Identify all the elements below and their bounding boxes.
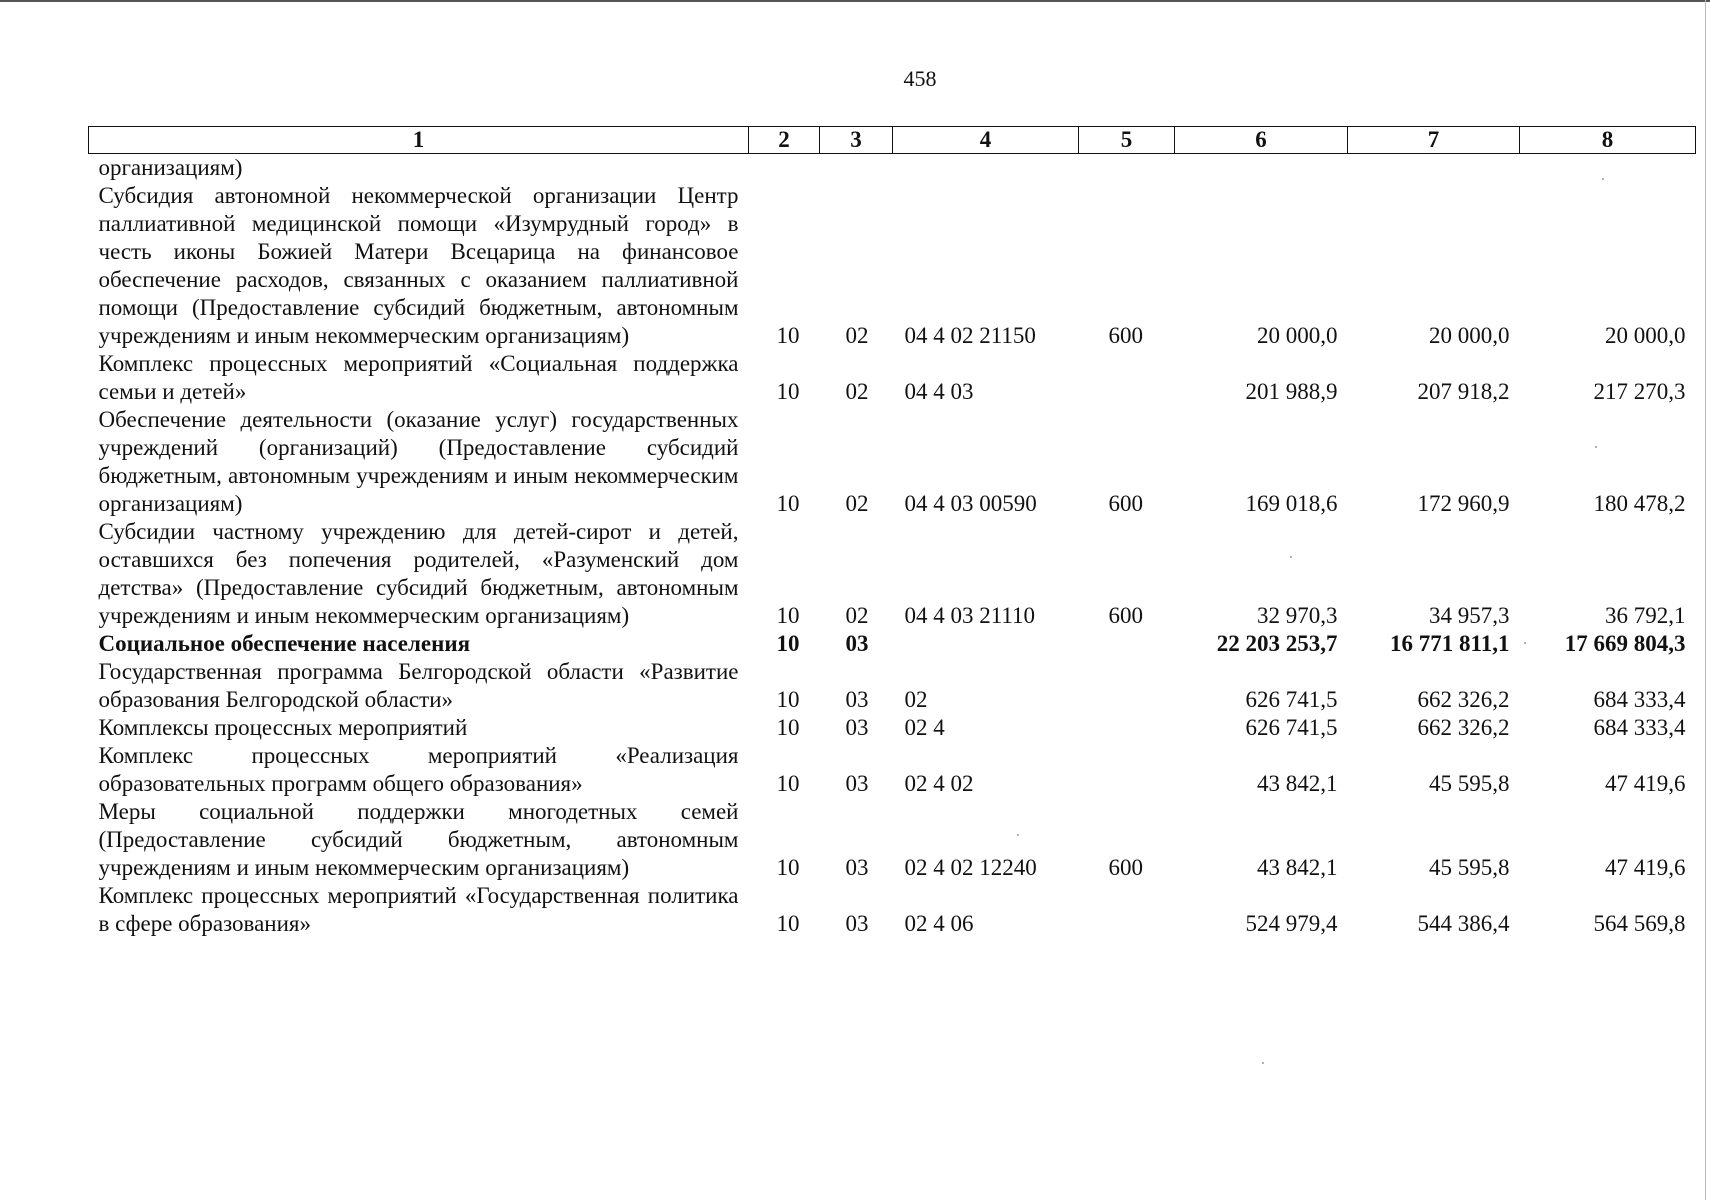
table-row <box>89 742 1696 798</box>
target-article-code: 04 4 03 00590 <box>904 491 1037 516</box>
amount-col8: 217 270,3 <box>1593 379 1686 404</box>
amount-col6: 201 988,9 <box>1245 379 1338 404</box>
amount-col7: 172 960,9 <box>1417 491 1510 516</box>
section-code: 10 <box>776 491 800 516</box>
table-row <box>89 154 1696 183</box>
expense-type-code: 600 <box>1108 491 1143 516</box>
subsection-code: 02 <box>845 603 869 628</box>
table-row <box>89 350 1696 406</box>
subsection-code: 03 <box>845 631 869 656</box>
expense-type-code: 600 <box>1108 603 1143 628</box>
amount-col8: 17 669 804,3 <box>1564 631 1686 656</box>
subsection-code: 02 <box>845 323 869 348</box>
target-article-code: 04 4 03 21110 <box>904 603 1036 628</box>
target-article-code: 02 4 06 <box>904 911 974 936</box>
scan-edge-right <box>1705 0 1706 1200</box>
table-row <box>89 518 1696 630</box>
row-description: Комплекс процессных мероприятий «Социальная поддержка семьи и детей» <box>98 351 739 404</box>
subsection-code: 03 <box>845 687 869 712</box>
amount-col8: 20 000,0 <box>1605 323 1686 348</box>
expense-type-code: 600 <box>1108 855 1143 880</box>
expense-type-code <box>1079 742 1175 798</box>
expense-type-code <box>1079 714 1175 742</box>
column-header-7: 7 <box>1348 127 1520 154</box>
section-code: 10 <box>776 323 800 348</box>
amount-col8 <box>1520 154 1696 183</box>
row-description: Комплексы процессных мероприятий <box>98 715 468 740</box>
expense-type-code <box>1079 350 1175 406</box>
amount-col6: 20 000,0 <box>1257 323 1338 348</box>
table-row <box>89 182 1696 350</box>
subsection-code: 02 <box>845 379 869 404</box>
table-header <box>89 127 1696 154</box>
amount-col6: 169 018,6 <box>1245 491 1338 516</box>
amount-col7: 34 957,3 <box>1429 603 1510 628</box>
header-row <box>89 127 1696 154</box>
amount-col6: 43 842,1 <box>1257 771 1338 796</box>
scan-speck <box>1602 178 1604 180</box>
amount-col8: 684 333,4 <box>1593 687 1686 712</box>
table-row <box>89 798 1696 882</box>
amount-col8: 684 333,4 <box>1593 715 1686 740</box>
table-row <box>89 406 1696 518</box>
amount-col6: 22 203 253,7 <box>1216 631 1338 656</box>
amount-col7: 16 771 811,1 <box>1390 631 1510 656</box>
amount-col7: 45 595,8 <box>1429 771 1510 796</box>
budget-table <box>88 126 1696 938</box>
subsection-code: 03 <box>845 715 869 740</box>
section-code: 10 <box>776 911 800 936</box>
amount-col8: 47 419,6 <box>1605 855 1686 880</box>
amount-col6: 524 979,4 <box>1245 911 1338 936</box>
scan-edge-top <box>0 0 1710 2</box>
table-row <box>89 882 1696 938</box>
row-description: Комплекс процессных мероприятий «Реализация образовательных программ общего образования» <box>98 743 739 796</box>
column-header-5: 5 <box>1079 127 1175 154</box>
amount-col8: 180 478,2 <box>1593 491 1686 516</box>
section-code: 10 <box>776 603 800 628</box>
row-description: Субсидия автономной некоммерческой организации Центр паллиативной медицинской помощи «Изумрудный город» в честь иконы Божией Матери Всецарица на финансовое обеспечение расходов, связанных с оказанием паллиативной помощи (Предоставление субсидий бюджетным, автономным учреждениям и иным некоммерческим организациям) <box>98 183 739 348</box>
amount-col7: 45 595,8 <box>1429 855 1510 880</box>
target-article-code: 02 4 02 12240 <box>904 855 1037 880</box>
amount-col7: 662 326,2 <box>1417 687 1510 712</box>
section-code <box>749 154 820 183</box>
row-description: Меры социальной поддержки многодетных семей (Предоставление субсидий бюджетным, автономным учреждениям и иным некоммерческим организациям) <box>98 799 739 880</box>
section-code: 10 <box>776 855 800 880</box>
subsection-code: 02 <box>845 491 869 516</box>
amount-col7: 207 918,2 <box>1417 379 1510 404</box>
amount-col7: 544 386,4 <box>1417 911 1510 936</box>
row-description: Субсидии частному учреждению для детей-сирот и детей, оставшихся без попечения родителей, «Разуменский дом детства» (Предоставление субсидий бюджетным, автономным учреждениям и иным некоммерческим организациям) <box>98 519 739 628</box>
amount-col7 <box>1348 154 1520 183</box>
subsection-code: 03 <box>845 771 869 796</box>
scan-speck <box>1595 446 1597 448</box>
subsection-code: 03 <box>845 911 869 936</box>
amount-col7: 662 326,2 <box>1417 715 1510 740</box>
column-header-6: 6 <box>1175 127 1348 154</box>
section-code: 10 <box>776 687 800 712</box>
column-header-3: 3 <box>820 127 893 154</box>
target-article-code <box>893 154 1079 183</box>
scan-speck <box>1524 642 1526 644</box>
row-description: Социальное обеспечение населения <box>98 631 471 656</box>
target-article-code: 04 4 02 21150 <box>904 323 1036 348</box>
table-row <box>89 630 1696 658</box>
amount-col6: 626 741,5 <box>1245 715 1338 740</box>
row-description: Комплекс процессных мероприятий «Государственная политика в сфере образования» <box>98 883 739 936</box>
amount-col8: 564 569,8 <box>1593 911 1686 936</box>
column-header-8: 8 <box>1520 127 1696 154</box>
target-article-code: 02 4 02 <box>904 771 974 796</box>
budget-table-sheet <box>88 126 1695 938</box>
amount-col8: 47 419,6 <box>1605 771 1686 796</box>
amount-col8: 36 792,1 <box>1605 603 1686 628</box>
amount-col6: 32 970,3 <box>1257 603 1338 628</box>
target-article-code: 02 4 <box>904 715 945 740</box>
table-row <box>89 658 1696 714</box>
row-description: Государственная программа Белгородской области «Развитие образования Белгородской области» <box>98 659 739 712</box>
amount-col6 <box>1175 154 1348 183</box>
row-description: организациям) <box>98 155 243 180</box>
target-article-code <box>893 630 1079 658</box>
section-code: 10 <box>776 631 800 656</box>
expense-type-code <box>1079 154 1175 183</box>
target-article-code: 04 4 03 <box>904 379 974 404</box>
subsection-code <box>820 154 893 183</box>
expense-type-code <box>1079 882 1175 938</box>
expense-type-code: 600 <box>1108 323 1143 348</box>
scan-speck <box>1262 1062 1264 1064</box>
expense-type-code <box>1079 658 1175 714</box>
amount-col6: 43 842,1 <box>1257 855 1338 880</box>
table-body <box>89 154 1696 939</box>
column-header-1: 1 <box>89 127 749 154</box>
column-header-2: 2 <box>749 127 820 154</box>
table-row <box>89 714 1696 742</box>
amount-col7: 20 000,0 <box>1429 323 1510 348</box>
target-article-code: 02 <box>904 687 928 712</box>
amount-col6: 626 741,5 <box>1245 687 1338 712</box>
row-description: Обеспечение деятельности (оказание услуг) государственных учреждений (организаций) (Предоставление субсидий бюджетным, автономным учреждениям и иным некоммерческим организациям) <box>98 407 739 516</box>
section-code: 10 <box>776 771 800 796</box>
subsection-code: 03 <box>845 855 869 880</box>
scan-speck <box>1290 556 1292 558</box>
expense-type-code <box>1079 630 1175 658</box>
scan-speck <box>1017 834 1019 836</box>
section-code: 10 <box>776 379 800 404</box>
page-number: 458 <box>903 66 937 91</box>
section-code: 10 <box>776 715 800 740</box>
column-header-4: 4 <box>893 127 1079 154</box>
